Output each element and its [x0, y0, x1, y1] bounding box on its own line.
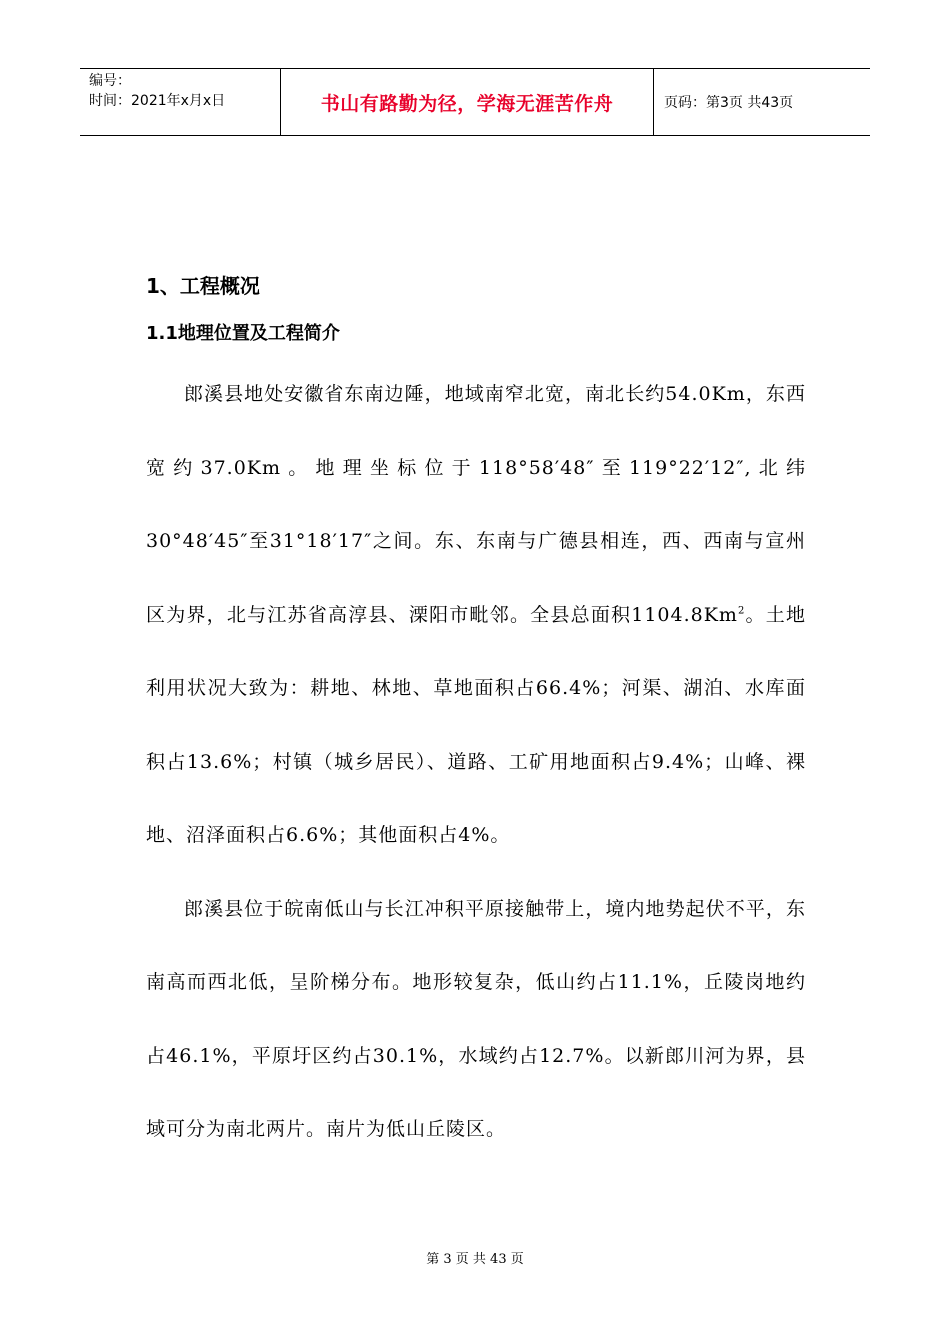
paragraph-1-text-a: 郎溪县地处安徽省东南边陲，地域南窄北宽，南北长约54.0Km，东西宽约37.0Km。地理坐标位于118°58′48″至119°22′12″,北纬30°48′45″至31°18′17″之间。东、东南与广德县相连，西、西南与宣州区为界，北与江苏省高淳县、溧阳市毗邻。全县总面积1104.8Km: [146, 383, 806, 626]
date-label: 时间：2021年x月x日: [89, 93, 226, 109]
page-footer: 第 3 页 共 43 页: [426, 1252, 524, 1267]
section-subheading: 1.1地理位置及工程简介: [146, 323, 340, 344]
header-motto: 书山有路勤为径，学海无涯苦作舟: [281, 69, 654, 135]
document-body: [146, 262, 806, 1167]
area-superscript: 2: [737, 605, 746, 617]
number-label: 编号：: [89, 73, 131, 89]
paragraph-1: [146, 358, 806, 873]
section-heading: 1、工程概况: [146, 274, 260, 298]
paragraph-2: 郎溪县位于皖南低山与长江冲积平原接触带上，境内地势起伏不平，东南高而西北低，呈阶梯分布。地形较复杂，低山约占11.1%，丘陵岗地约占46.1%，平原圩区约占30.1%，水域约占12.7%。以新郎川河为界，县域可分为南北两片。南片为低山丘陵区。: [146, 897, 806, 1140]
paragraph-1-text-b: 。土地利用状况大致为：耕地、林地、草地面积占66.4%；河渠、湖泊、水库面积占13.6%；村镇（城乡居民）、道路、工矿用地面积占9.4%；山峰、裸地、沼泽面积占6.6%；其他面积占4%。: [146, 603, 806, 846]
page-header: [80, 68, 870, 136]
header-page-info: 页码：第3页 共43页: [664, 95, 794, 111]
header-info-cell: [80, 69, 281, 135]
